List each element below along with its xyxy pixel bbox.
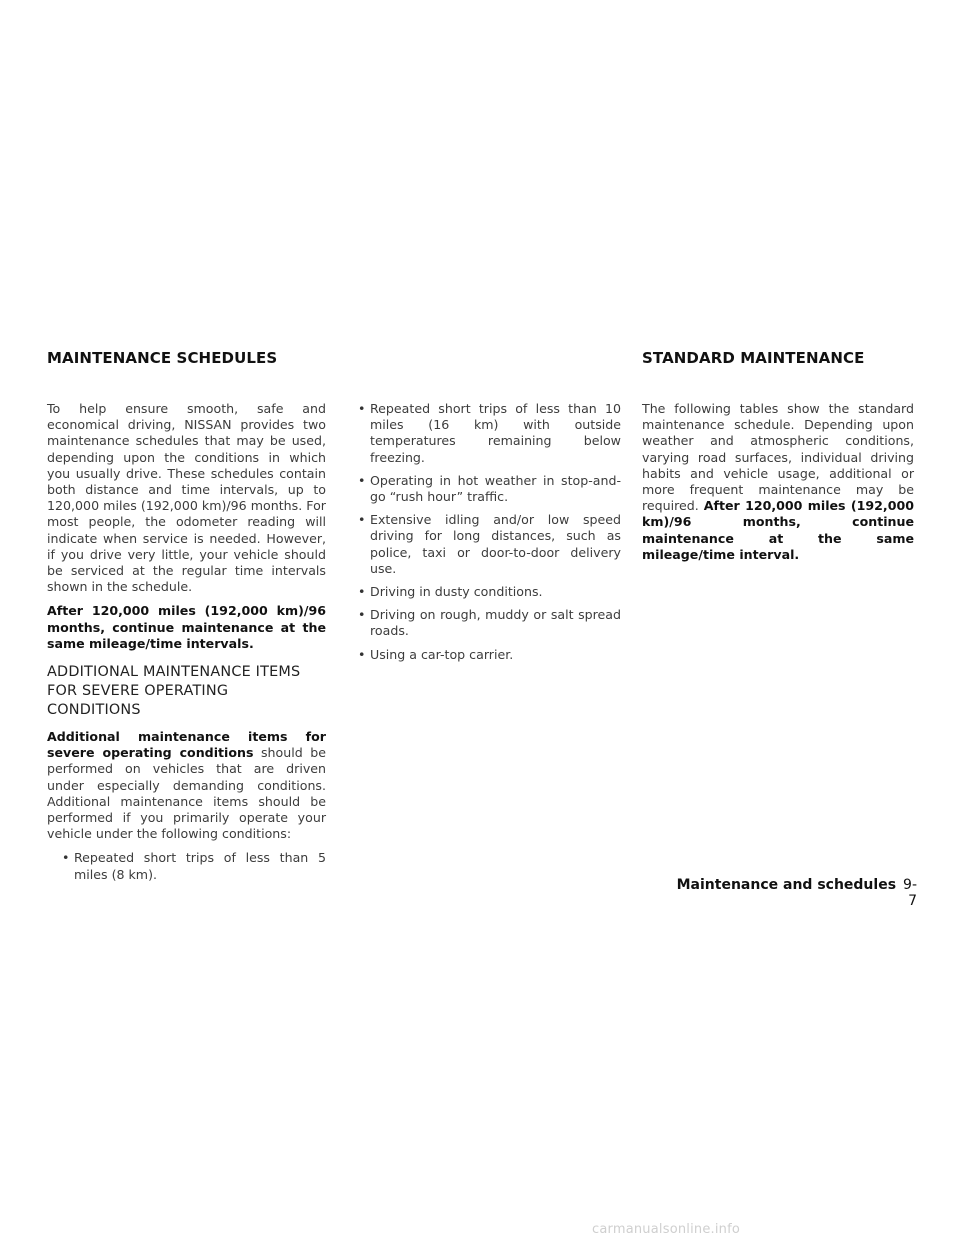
- severe-conditions-list-b: [358, 401, 621, 663]
- standard-maintenance-paragraph: The following tables show the standard maintenance schedule. Depending upon weather and atmospheric conditions, varying road surfaces, individual driving habits and vehicle usage, additional or more frequent maintenance may be required. After 120,000 miles (192,000 km)/96 months, continue maintenance at the same mileage/time interval.: [642, 401, 915, 562]
- list-item: • Driving in dusty conditions.: [358, 584, 621, 600]
- page-number: 9-7: [903, 877, 917, 909]
- severe-conditions-text: should be performed on vehicles that are driven under especially demanding conditions. Additional maintenance items should be performed if you primarily operate your vehicle under the following conditions:: [47, 745, 326, 842]
- watermark: carmanualsonline.info: [592, 1222, 741, 1237]
- page-footer: [672, 877, 917, 909]
- heading-maintenance-schedules: MAINTENANCE SCHEDULES: [47, 349, 278, 367]
- list-item: • Operating in hot weather in stop-and-go “rush hour” traffic.: [358, 473, 621, 505]
- subheading-severe-conditions: ADDITIONAL MAINTENANCE ITEMS FOR SEVERE OPERATING CONDITIONS: [47, 664, 301, 719]
- column-right: [642, 401, 914, 571]
- severe-conditions-paragraph: [47, 729, 326, 842]
- list-item: • Using a car-top carrier.: [358, 647, 621, 663]
- severe-conditions-list-a: [47, 850, 326, 882]
- list-item: • Driving on rough, muddy or salt spread roads.: [358, 607, 621, 639]
- list-item: • Extensive idling and/or low speed driving for long distances, such as police, taxi or door-to-door delivery use.: [358, 512, 621, 577]
- heading-standard-maintenance: STANDARD MAINTENANCE: [642, 349, 865, 367]
- chapter-title: Maintenance and schedules: [676, 877, 897, 893]
- list-item: • Repeated short trips of less than 5 miles (8 km).: [62, 850, 326, 882]
- standard-maintenance-bold: After 120,000 miles (192,000 km)/96 months, continue maintenance at the same mileage/time interval.: [642, 498, 915, 562]
- after-interval-note: After 120,000 miles (192,000 km)/96 months, continue maintenance at the same mileage/time intervals.: [47, 603, 326, 651]
- severe-conditions-bold: Additional maintenance items for severe operating conditions: [47, 729, 326, 761]
- column-middle: [358, 401, 621, 670]
- intro-paragraph: To help ensure smooth, safe and economical driving, NISSAN provides two maintenance schedules that may be used, depending upon the conditions in which you usually drive. These schedules contain both distance and time intervals, up to 120,000 miles (192,000 km)/96 months. For most people, the odometer reading will indicate when service is needed. However, if you drive very little, your vehicle should be serviced at the regular time intervals shown in the schedule.: [47, 401, 326, 595]
- column-left: [47, 401, 326, 890]
- list-item: • Repeated short trips of less than 10 miles (16 km) with outside temperatures remaining below freezing.: [358, 401, 621, 466]
